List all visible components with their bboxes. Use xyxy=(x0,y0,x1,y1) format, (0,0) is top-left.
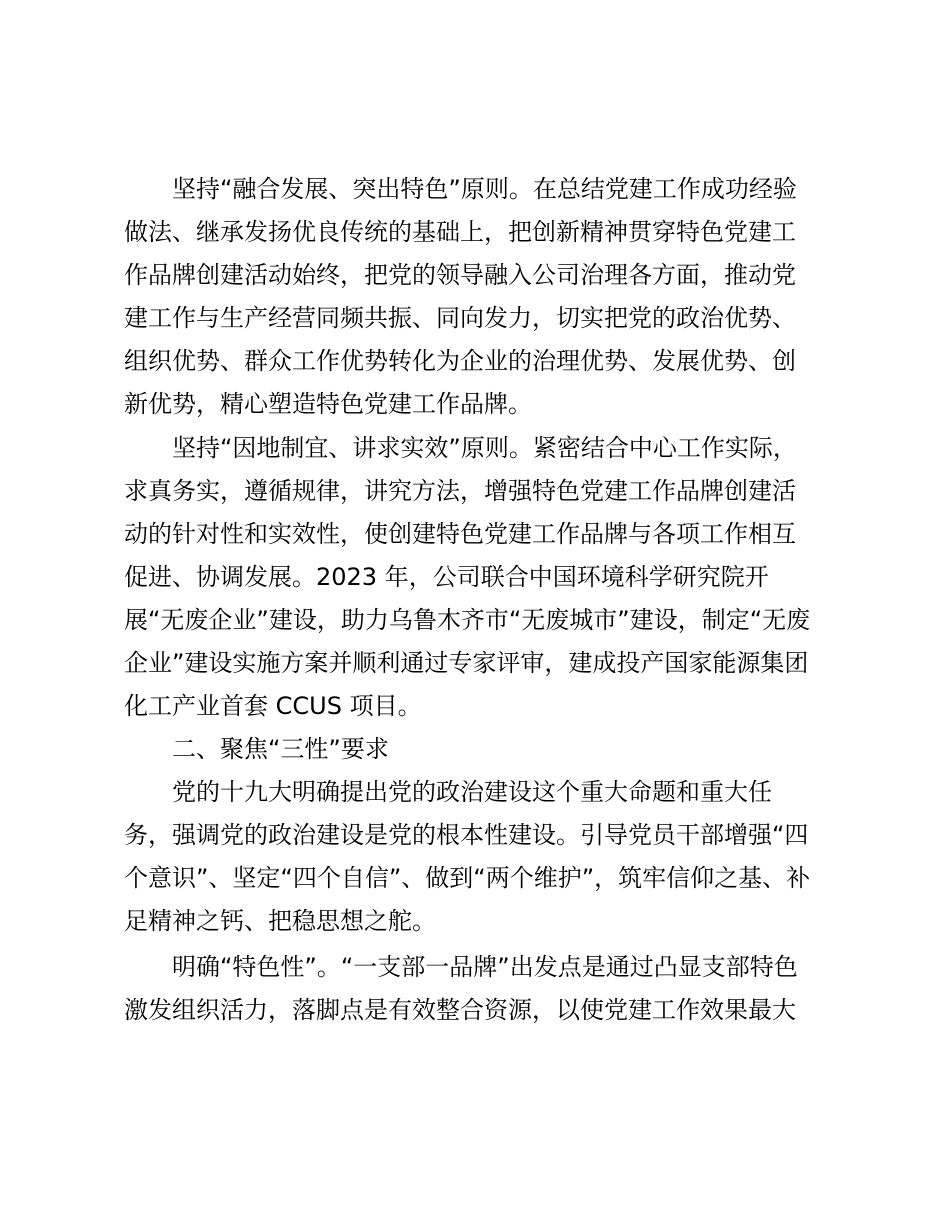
paragraph-4-line-1: 明确“特色性”。“一支部一品牌”出发点是通过凸显支部特色 xyxy=(172,953,798,981)
paragraph-3-line-2: 务，强调党的政治建设是党的根本性建设。引导党员干部增强“四 xyxy=(124,821,809,849)
section-heading: 二、聚焦“三性”要求 xyxy=(172,735,389,763)
paragraph-3-line-4: 足精神之钙、把稳思想之舵。 xyxy=(124,907,436,935)
paragraph-2-line-6: 企业”建设实施方案并顺利通过专家评审，建成投产国家能源集团 xyxy=(124,649,809,677)
paragraph-1-line-5: 组织优势、群众工作优势转化为企业的治理优势、发展优势、创 xyxy=(124,347,796,375)
paragraph-1-line-4: 建工作与生产经营同频共振、同向发力，切实把党的政治优势、 xyxy=(124,304,796,332)
paragraph-1-line-1: 坚持“融合发展、突出特色”原则。在总结党建工作成功经验 xyxy=(172,175,797,203)
paragraph-1-line-6: 新优势，精心塑造特色党建工作品牌。 xyxy=(124,390,532,418)
paragraph-4-line-2: 激发组织活力，落脚点是有效整合资源，以使党建工作效果最大 xyxy=(124,996,796,1024)
paragraph-2-line-3: 动的针对性和实效性，使创建特色党建工作品牌与各项工作相互 xyxy=(124,520,796,548)
paragraph-2-line-7: 化工产业首套 CCUS 项目。 xyxy=(124,692,422,720)
paragraph-2-line-4: 促进、协调发展。2023 年，公司联合中国环境科学研究院开 xyxy=(124,563,769,591)
paragraph-2-line-5: 展“无废企业”建设，助力乌鲁木齐市“无废城市”建设，制定“无废 xyxy=(124,606,811,634)
paragraph-1-line-3: 作品牌创建活动始终，把党的领导融入公司治理各方面，推动党 xyxy=(124,261,796,289)
paragraph-1-line-2: 做法、继承发扬优良传统的基础上，把创新精神贯穿特色党建工 xyxy=(124,218,796,246)
paragraph-3-line-1: 党的十九大明确提出党的政治建设这个重大命题和重大任 xyxy=(172,778,772,806)
paragraph-2-line-1: 坚持“因地制宜、讲求实效”原则。紧密结合中心工作实际， xyxy=(172,434,797,462)
paragraph-3-line-3: 个意识”、坚定“四个自信”、做到“两个维护”，筑牢信仰之基、补 xyxy=(124,864,811,892)
paragraph-2-line-2: 求真务实，遵循规律，讲究方法，增强特色党建工作品牌创建活 xyxy=(124,477,796,505)
